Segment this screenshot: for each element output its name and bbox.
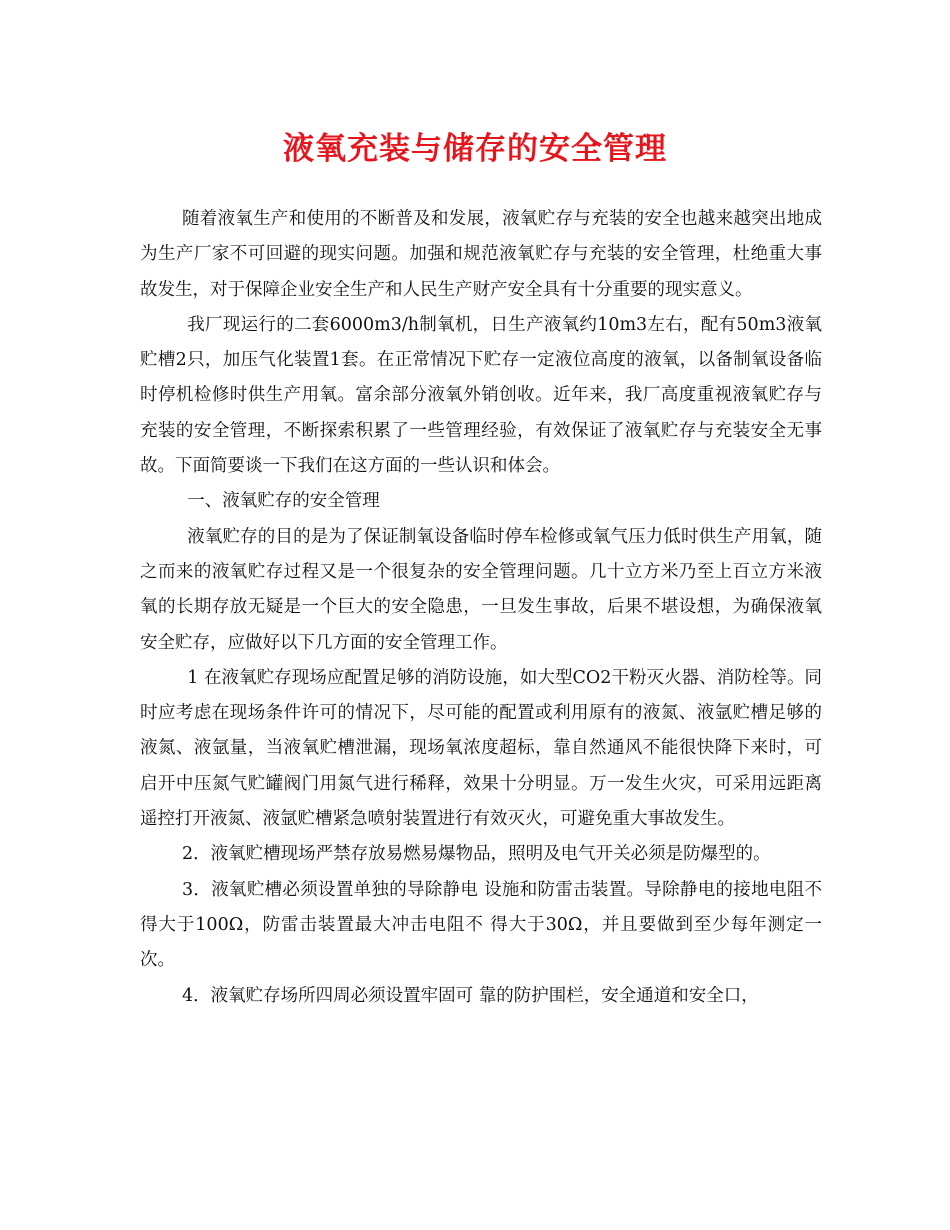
document-body [140,202,822,1014]
paragraph-item-3: 3．液氧贮槽必须设置单独的导除静电 设施和防雷击装置。导除静电的接地电阻不 得大于100Ω，防雷击装置最大冲击电阻不 得大于30Ω，并且要做到至少每年测定一 次。 [140,879,822,971]
paragraph-item-2: 2．液氧贮槽现场严禁存放易燃易爆物品，照明及电气开关必须是防爆型的。 [182,844,771,865]
paragraph-item-1: 1 在液氧贮存现场应配置足够的消防设施，如大型CO2干粉灭火器、消防栓等。同时应考虑在现场条件许可的情况下，尽可能的配置或利用原有的液氮、液氩贮槽足够的液氮、液氩量，当液氧贮槽泄漏，现场氧浓度超标，靠自然通风不能很快降下来时，可启开中压氮气贮罐阀门用氮气进行稀释，效果十分明显。万一发生火灾，可采用远距离遥控打开液氮、液氩贮槽紧急喷射装置进行有效灭火，可避免重大事故发生。 [140,667,822,830]
document-title: 液氧充装与储存的安全管理 [283,131,667,167]
paragraph-item-4: 4．液氧贮存场所四周必须设置牢固可 靠的防护围栏，安全通道和安全口， [182,985,759,1006]
paragraph-storage-purpose: 液氧贮存的目的是为了保证制氧设备临时停车检修或氧气压力低时供生产用氧，随之而来的液氧贮存过程又是一个很复杂的安全管理问题。几十立方米乃至上百立方米液氧的长期存放无疑是一个巨大的安全隐患，一旦发生事故，后果不堪设想，为确保液氧安全贮存，应做好以下几方面的安全管理工作。 [140,526,822,653]
paragraph-plant-overview: 我厂现运行的二套6000m3/h制氧机，日生产液氧约10m3左右，配有50m3液氧贮槽2只，加压气化装置1套。在正常情况下贮存一定液位高度的液氧，以备制氧设备临时停机检修时供生产用氧。富余部分液氧外销创收。近年来，我厂高度重视液氧贮存与充装的安全管理，不断探索积累了一些管理经验，有效保证了液氧贮存与充装安全无事故。下面简要谈一下我们在这方面的一些认识和体会。 [140,314,822,477]
paragraph-intro: 随着液氧生产和使用的不断普及和发展，液氧贮存与充装的安全也越来越突出地成为生产厂家不可回避的现实问题。加强和规范液氧贮存与充装的安全管理，杜绝重大事故发生，对于保障企业安全生产和人民生产财产安全具有十分重要的现实意义。 [140,209,822,300]
section-heading-storage: 一、液氧贮存的安全管理 [187,491,380,512]
